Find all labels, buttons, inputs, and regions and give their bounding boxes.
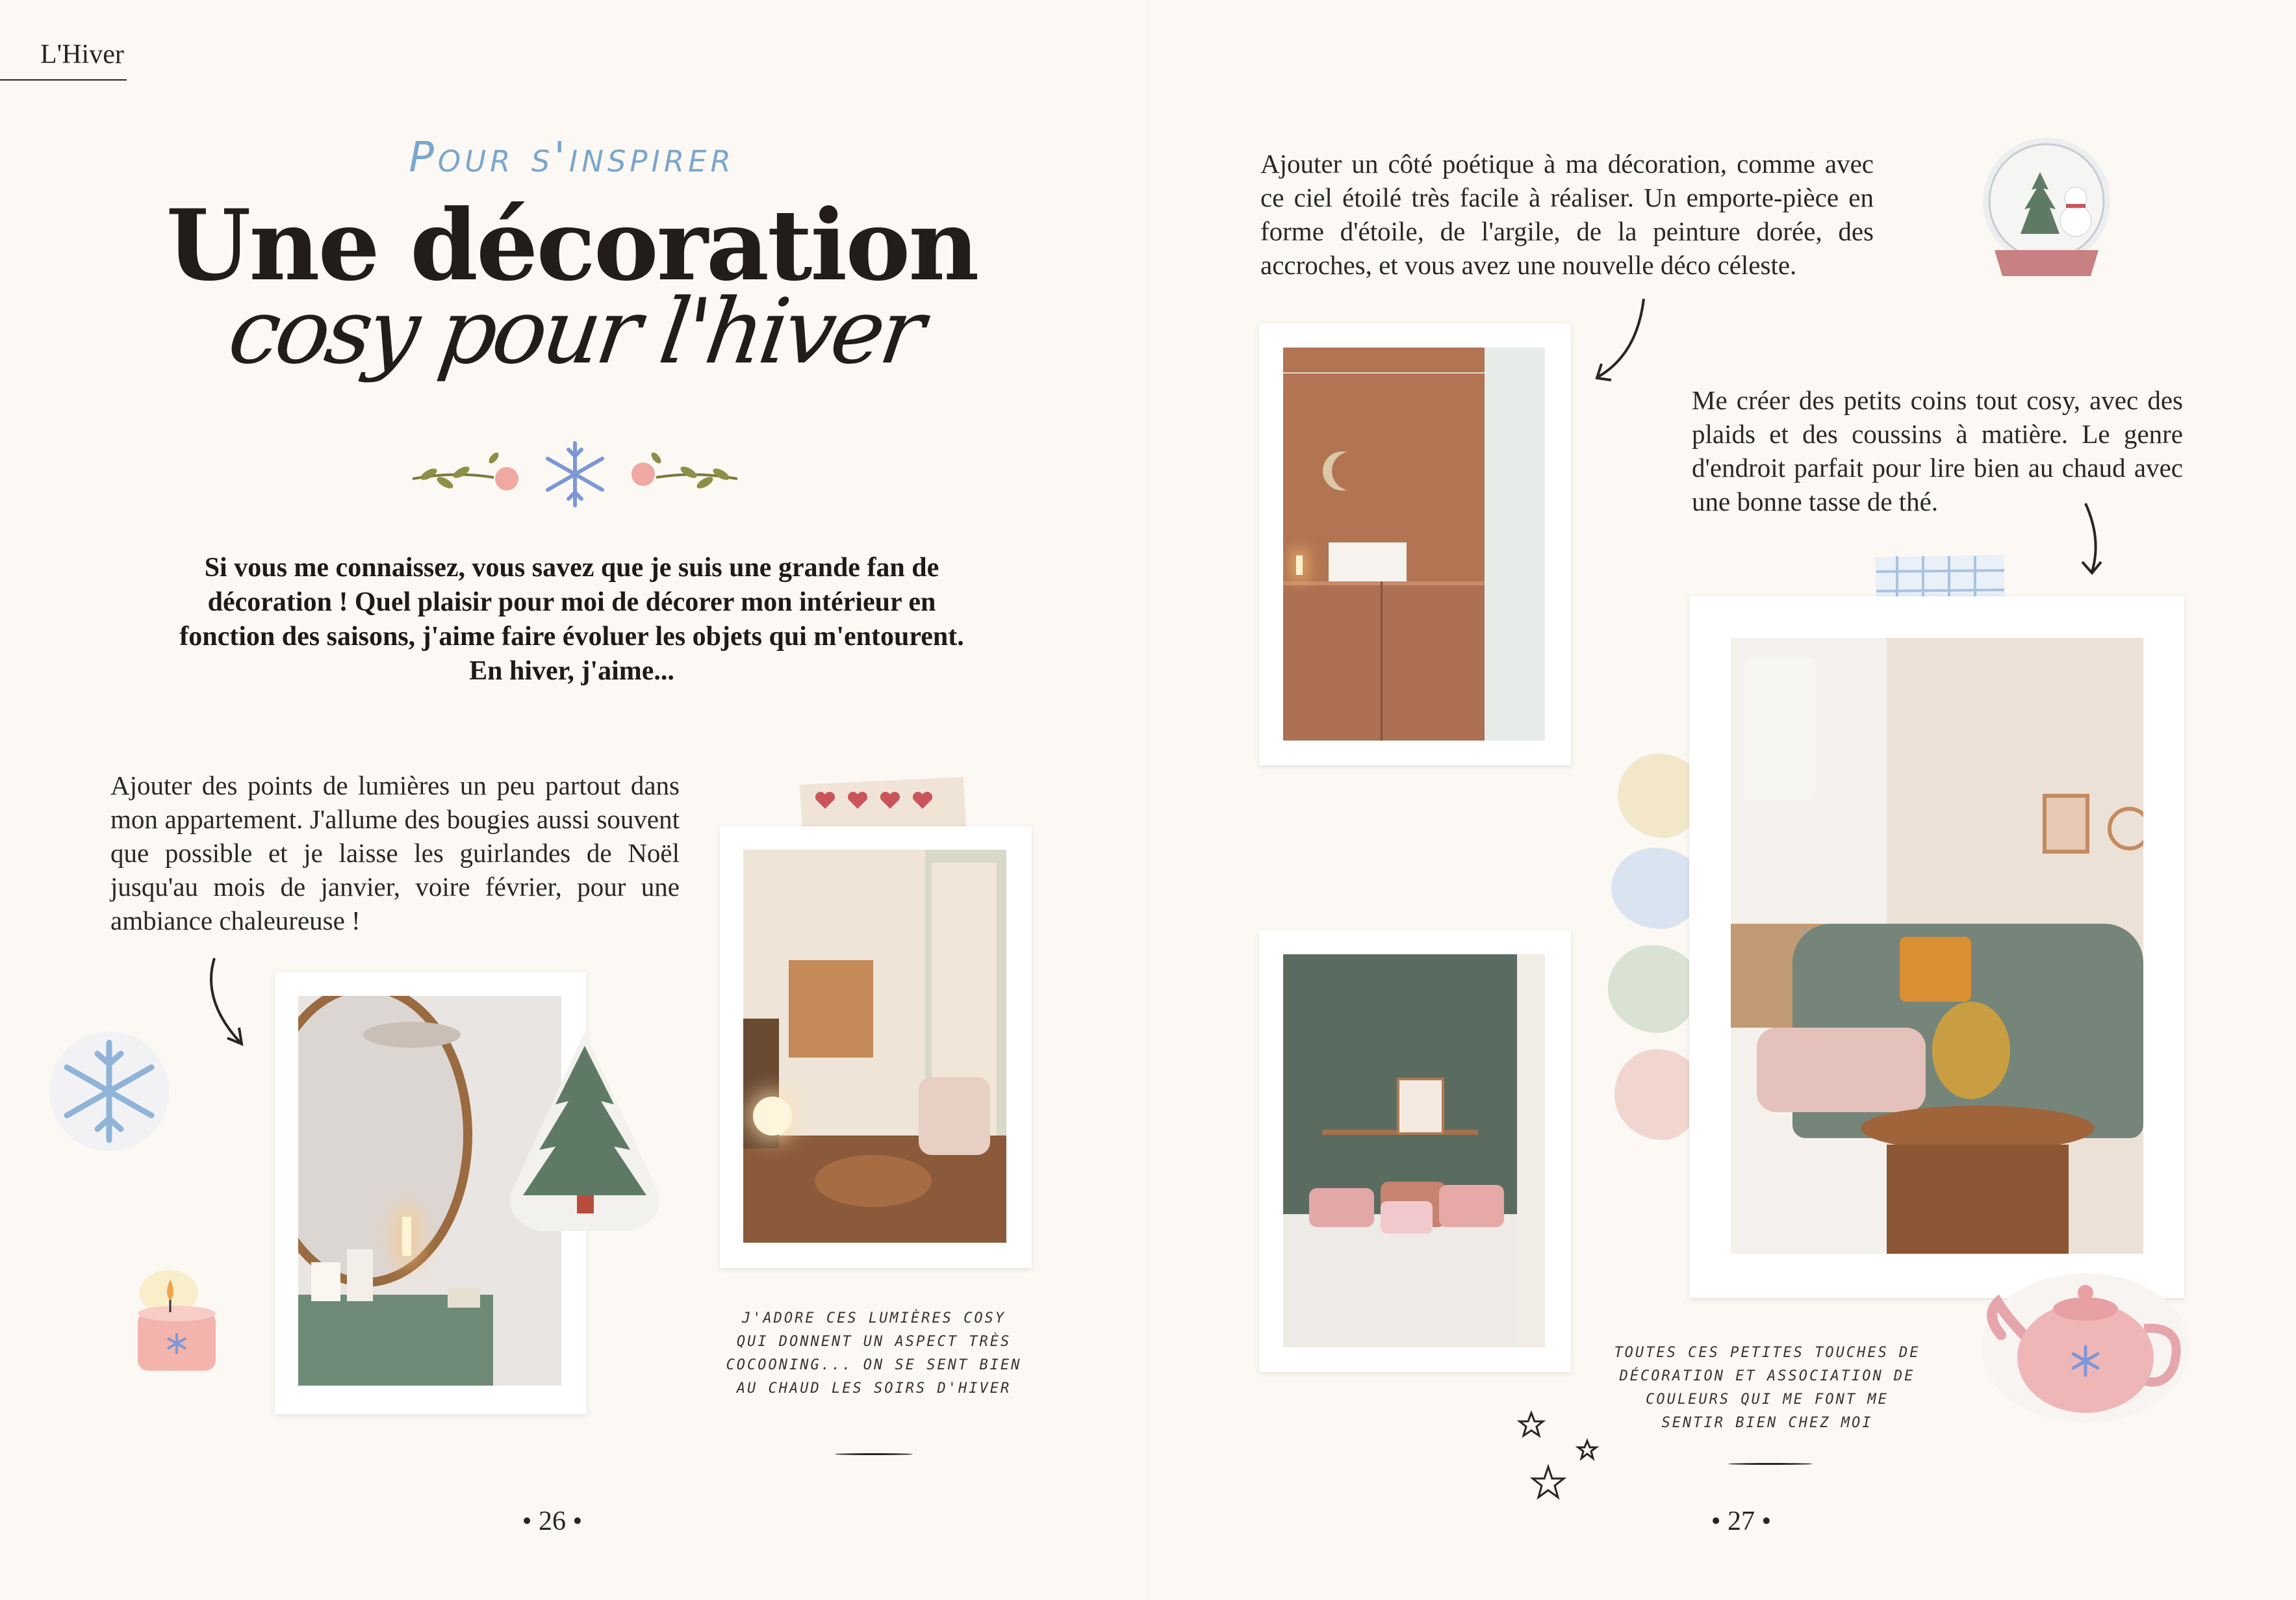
running-head: L'Hiver (40, 40, 124, 70)
running-head-rule (0, 79, 127, 81)
arrow-icon (201, 955, 253, 1052)
body-text-cosy-corner: Me créer des petits coins tout cosy, avec des plaids et des coussins à matière. Le genre d'endroit parfait pour lire bien au chaud avec une bonne tasse de thé. (1692, 385, 2183, 516)
body-text-stars: Ajouter un côté poétique à ma décoration, comme avec ce ciel étoilé très facile à réaliser. Un emporte-pièce en forme d'étoile, de l'argile, de la peinture dorée, des accroches, et vous avez une nouvelle déco céleste. (1260, 149, 1874, 280)
page-subtitle: cosy pour l'hiver (222, 279, 928, 384)
page-title: Une décoration (166, 188, 978, 303)
floral-divider-icon (409, 438, 741, 510)
teapot-icon (1978, 1257, 2193, 1426)
caption-touches: TOUTES CES PETITES TOUCHES DE DÉCORATION ET ASSOCIATION DE COULEURS QUI ME FONT ME SENTIR BIEN CHEZ MOI (1614, 1345, 1920, 1431)
arrow-icon (1592, 296, 1650, 387)
spread-gutter (1147, 0, 1149, 1600)
pine-tree-icon (500, 1026, 669, 1241)
photo-bedroom (1259, 930, 1571, 1372)
color-swatch-sage (1608, 945, 1699, 1033)
body-text-lights: Ajouter des points de lumières un peu partout dans mon appartement. J'allume des bougies aussi souvent que possible et je laisse les guirlandes de Noël jusqu'au mois de janvier, voire février, pour une ambiance chaleureuse ! (110, 770, 680, 935)
photo-living-room-garland (720, 826, 1032, 1268)
photo-living-room-sofa (1689, 596, 2184, 1298)
arrow-icon (2073, 500, 2111, 578)
candle-icon (130, 1267, 227, 1377)
stars-icon (1517, 1410, 1601, 1514)
caption-swoosh (1728, 1463, 1813, 1465)
kicker: Pour s'inspirer (409, 134, 735, 182)
page-number-left: • 26 • (522, 1506, 583, 1536)
caption-swoosh (835, 1453, 913, 1455)
snow-globe-icon (1975, 136, 2118, 286)
page-number-right: • 27 • (1711, 1506, 1772, 1536)
intro-paragraph: Si vous me connaissez, vous savez que je suis une grande fan de décoration ! Quel plaisir pour moi de décorer mon intérieur en fonction des saisons, j'aime faire évoluer les objets qui m'entourent. En hiver, j'aime... (179, 553, 964, 686)
photo-starry-cabinet (1259, 324, 1571, 765)
snowflake-icon (44, 1026, 174, 1156)
color-swatch-blue (1611, 848, 1702, 929)
caption-lights: J'ADORE CES LUMIÈRES COSY QUI DONNENT UN ASPECT TRÈS COCOONING... ON SE SENT BIEN AU CHAUD LES SOIRS D'HIVER (726, 1310, 1022, 1397)
